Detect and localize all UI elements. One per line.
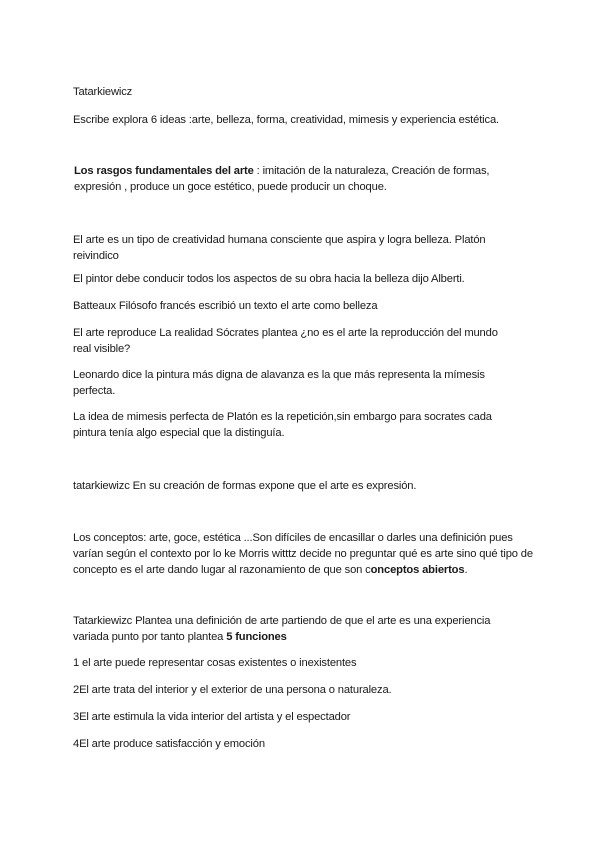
rasgos-paragraph (74, 163, 514, 195)
conceptos-text: Los conceptos: arte, goce, estética ...Son difíciles de encasillar o darles una definición pues varían según el contexto por lo ke Morris witttz decide no preguntar qué es arte sino qué tipo de concepto es el arte dando lugar al razonamiento de que son c (73, 532, 533, 576)
paragraph-creatividad: El arte es un tipo de creatividad humana consciente que aspira y logra belleza. Platón reivindico (73, 234, 486, 262)
paragraph-batteaux: Batteaux Filósofo francés escribió un texto el arte como belleza (73, 300, 378, 312)
conceptos-end: . (464, 564, 468, 576)
intro-paragraph: Escribe explora 6 ideas :arte, belleza, forma, creatividad, mimesis y experiencia estética. (73, 114, 499, 126)
funcion-1: 1 el arte puede representar cosas existentes o inexistentes (73, 657, 357, 669)
paragraph-leonardo: Leonardo dice la pintura más digna de alavanza es la que más representa la mímesis perfecta. (73, 369, 485, 397)
funciones-text: Tatarkiewizc Plantea una definición de arte partiendo de que el arte es una experiencia variada punto por tanto plantea (73, 615, 491, 643)
paragraph-alberti: El pintor debe conducir todos los aspectos de su obra hacia la belleza dijo Alberti. (73, 273, 465, 285)
conceptos-bold: onceptos abiertos (370, 564, 465, 576)
heading-name: Tatarkiewicz (73, 86, 133, 98)
rasgos-text: : imitación de la naturaleza, Creación de formas, expresión , produce un goce estético, puede producir un choque. (74, 165, 490, 193)
paragraph-socrates: El arte reproduce La realidad Sócrates plantea ¿no es el arte la reproducción del mundo real visible? (73, 327, 498, 355)
funciones-bold: 5 funciones (226, 631, 287, 643)
paragraph-mimesis: La idea de mimesis perfecta de Platón es la repetición,sin embargo para socrates cada pintura tenía algo especial que la distinguía. (73, 411, 492, 439)
paragraph-expresion: tatarkiewizc En su creación de formas expone que el arte es expresión. (73, 480, 417, 492)
funcion-3: 3El arte estimula la vida interior del artista y el espectador (73, 711, 351, 723)
funciones-intro (73, 613, 523, 645)
funcion-4: 4El arte produce satisfacción y emoción (73, 738, 265, 750)
funcion-2: 2El arte trata del interior y el exterior de una persona o naturaleza. (73, 684, 392, 696)
rasgos-bold: Los rasgos fundamentales del arte (74, 165, 254, 177)
conceptos-paragraph (73, 530, 535, 578)
